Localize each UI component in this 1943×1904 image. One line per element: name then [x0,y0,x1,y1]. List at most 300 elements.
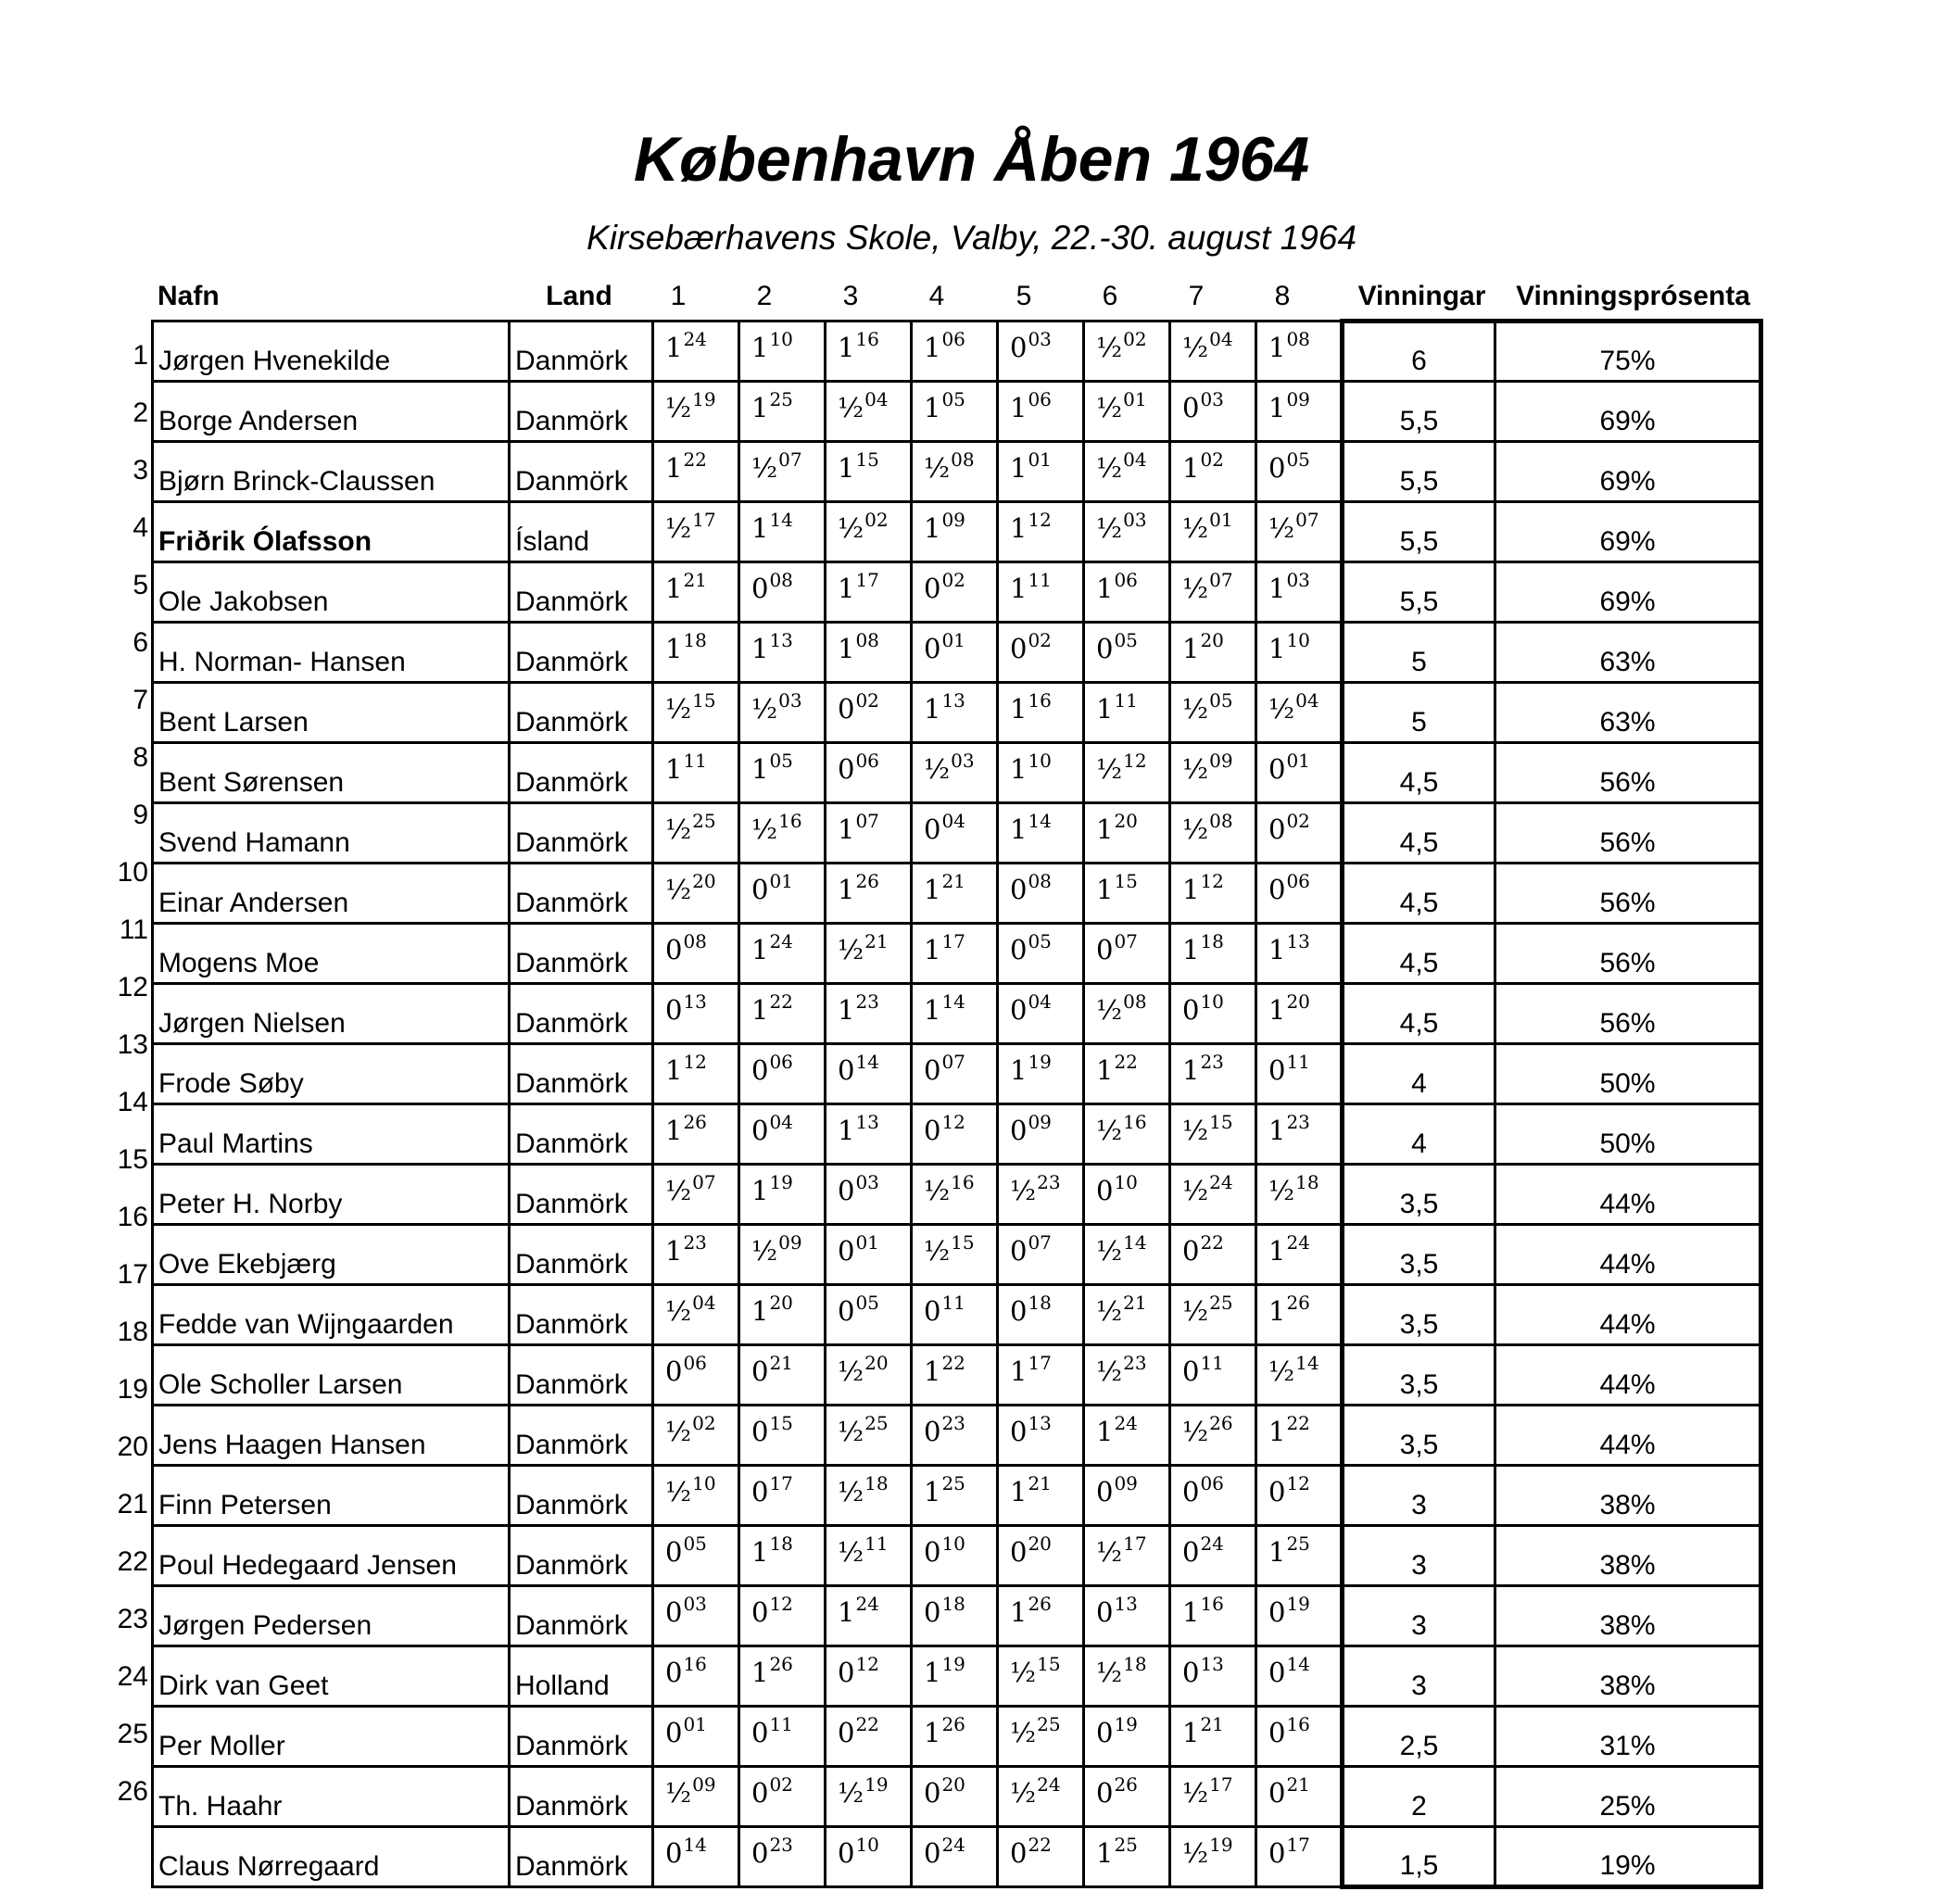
round-result [1256,1466,1343,1526]
round-result [1256,1406,1343,1466]
opponent-number: 26 [683,1111,707,1133]
opponent-number: 25 [1114,1834,1138,1856]
player-rank: 24 [117,1661,148,1692]
round-result [739,803,826,864]
result-score: ½ [1096,994,1123,1026]
round-result [653,1526,739,1586]
result-score: 1 [1010,392,1028,423]
opponent-number: 07 [1028,1231,1052,1254]
result-score: 0 [1268,1476,1286,1507]
player-rank: 10 [117,857,148,888]
round-result [1170,562,1256,623]
header-round-7: 7 [1188,281,1205,311]
result-score: 1 [751,633,769,664]
opponent-number: 01 [1286,750,1310,772]
opponent-number: 19 [1209,1834,1233,1856]
result-score: 0 [1010,332,1028,363]
round-result [1170,1104,1256,1165]
result-score: ½ [1096,1657,1123,1688]
player-wins: 4,5 [1343,743,1495,803]
opponent-number: 08 [1209,810,1233,832]
round-result [653,1466,739,1526]
round-result [653,1586,739,1646]
opponent-number: 10 [941,1532,965,1555]
table-row [153,442,1761,502]
round-result [1256,683,1343,743]
opponent-number: 03 [1200,388,1224,410]
opponent-number: 06 [1114,569,1138,591]
round-result [1084,683,1170,743]
round-result [739,562,826,623]
opponent-number: 18 [1200,930,1224,952]
opponent-number: 11 [683,750,707,772]
opponent-number: 12 [1123,750,1147,772]
table-row [153,562,1761,623]
result-score: 1 [1268,1536,1286,1568]
table-row [153,803,1761,864]
opponent-number: 04 [1123,448,1147,471]
result-score: 1 [751,1657,769,1688]
table-row [153,1406,1761,1466]
round-result [998,1767,1084,1827]
round-result [912,1225,998,1285]
opponent-number: 19 [1286,1593,1310,1615]
result-score: 1 [1182,452,1200,484]
round-result [1084,1345,1170,1406]
opponent-number: 15 [855,448,879,471]
result-score: 0 [1182,1355,1200,1387]
opponent-number: 09 [1209,750,1233,772]
result-score: 1 [751,1175,769,1206]
round-result [1084,803,1170,864]
player-name: Jens Haagen Hansen [153,1406,510,1466]
player-percent: 63% [1495,683,1761,743]
opponent-number: 13 [855,1111,879,1133]
opponent-number: 15 [1037,1653,1061,1675]
opponent-number: 26 [1114,1773,1138,1796]
round-result [826,322,912,382]
result-score: 1 [1268,1235,1286,1267]
player-wins: 5,5 [1343,562,1495,623]
result-score: ½ [1096,1115,1123,1146]
round-result [826,924,912,984]
round-result [1256,502,1343,562]
opponent-number: 20 [769,1292,793,1314]
result-score: ½ [1096,1295,1123,1327]
opponent-number: 07 [855,810,879,832]
result-score: ½ [665,1295,692,1327]
round-result [998,1466,1084,1526]
opponent-number: 06 [683,1352,707,1374]
opponent-number: 17 [769,1472,793,1494]
result-score: 0 [1010,1295,1028,1327]
result-score: ½ [751,693,778,725]
result-score: ½ [924,1235,951,1267]
opponent-number: 05 [683,1532,707,1555]
round-result [826,1165,912,1225]
opponent-number: 25 [1286,1532,1310,1555]
round-result [826,1466,912,1526]
round-result [912,683,998,743]
round-result [1084,1586,1170,1646]
round-result [739,1406,826,1466]
round-result [653,864,739,924]
player-country: Danmörk [510,864,653,924]
result-score: 0 [1268,813,1286,845]
result-score: 1 [838,633,855,664]
round-result [653,1165,739,1225]
round-result [912,984,998,1044]
table-row [153,864,1761,924]
opponent-number: 23 [1200,1051,1224,1073]
round-result [739,382,826,442]
opponent-number: 23 [1286,1111,1310,1133]
result-score: 1 [1268,934,1286,965]
opponent-number: 20 [1114,810,1138,832]
header-name: Nafn [158,281,220,311]
opponent-number: 18 [683,629,707,651]
player-percent: 38% [1495,1646,1761,1707]
round-result [1256,562,1343,623]
round-result [912,1466,998,1526]
player-rank: 25 [117,1719,148,1749]
opponent-number: 12 [1028,509,1052,531]
result-score: 1 [1096,1416,1114,1447]
round-result [998,1345,1084,1406]
player-country: Danmörk [510,562,653,623]
table-row [153,1526,1761,1586]
round-result [826,623,912,683]
result-score: 0 [1010,1115,1028,1146]
result-score: 0 [751,1717,769,1748]
result-score: 0 [838,693,855,725]
round-result [912,1285,998,1345]
player-name: Per Moller [153,1707,510,1767]
opponent-number: 21 [1123,1292,1147,1314]
player-country: Danmörk [510,1044,653,1104]
round-result [998,803,1084,864]
result-score: 0 [1096,1777,1114,1809]
opponent-number: 06 [1286,870,1310,892]
opponent-number: 13 [1286,930,1310,952]
player-name: Frode Søby [153,1044,510,1104]
round-result [1084,442,1170,502]
round-result [1084,502,1170,562]
opponent-number: 02 [864,509,889,531]
opponent-number: 11 [1200,1352,1224,1374]
opponent-number: 24 [1114,1412,1138,1434]
player-name: Jørgen Pedersen [153,1586,510,1646]
opponent-number: 19 [769,1171,793,1193]
opponent-number: 05 [855,1292,879,1314]
header-percent: Vinningsprósenta [1516,281,1750,311]
opponent-number: 08 [1123,990,1147,1013]
table-row [153,683,1761,743]
opponent-number: 24 [855,1593,879,1615]
player-name: Dirk van Geet [153,1646,510,1707]
round-result [1170,1165,1256,1225]
result-score: 1 [1268,633,1286,664]
opponent-number: 22 [769,990,793,1013]
player-percent: 75% [1495,322,1761,382]
round-result [1170,1406,1256,1466]
round-result [1170,1345,1256,1406]
result-score: 1 [665,1235,683,1267]
result-score: ½ [838,512,864,544]
player-name: Fedde van Wijngaarden [153,1285,510,1345]
round-result [998,864,1084,924]
round-result [912,562,998,623]
round-result [998,1586,1084,1646]
round-result [739,1165,826,1225]
opponent-number: 17 [855,569,879,591]
player-percent: 38% [1495,1526,1761,1586]
opponent-number: 08 [855,629,879,651]
player-name: Jørgen Hvenekilde [153,322,510,382]
player-rank: 21 [117,1489,148,1519]
round-result [998,623,1084,683]
opponent-number: 21 [769,1352,793,1374]
round-result [1170,864,1256,924]
result-score: 1 [665,633,683,664]
opponent-number: 11 [1114,689,1138,712]
round-result [1084,1646,1170,1707]
opponent-number: 16 [1286,1713,1310,1735]
result-score: 0 [751,1837,769,1869]
round-result [1170,984,1256,1044]
result-score: 0 [838,1054,855,1086]
result-score: ½ [1268,1355,1295,1387]
opponent-number: 07 [1114,930,1138,952]
round-result [653,1225,739,1285]
round-result [1256,803,1343,864]
round-result [1170,1767,1256,1827]
player-name: Paul Martins [153,1104,510,1165]
opponent-number: 21 [1200,1713,1224,1735]
result-score: 0 [665,1536,683,1568]
round-result [826,1104,912,1165]
result-score: ½ [751,452,778,484]
round-result [998,743,1084,803]
opponent-number: 23 [1037,1171,1061,1193]
result-score: 0 [751,1596,769,1628]
round-result [1170,683,1256,743]
player-rank: 15 [117,1144,148,1175]
result-score: 0 [1182,1476,1200,1507]
opponent-number: 15 [1209,1111,1233,1133]
result-score: 1 [924,1717,941,1748]
opponent-number: 04 [941,810,965,832]
opponent-number: 03 [1286,569,1310,591]
opponent-number: 01 [769,870,793,892]
player-wins: 3 [1343,1586,1495,1646]
player-wins: 3 [1343,1646,1495,1707]
opponent-number: 13 [683,990,707,1013]
result-score: 1 [665,332,683,363]
opponent-number: 14 [1286,1653,1310,1675]
result-score: 1 [838,874,855,905]
player-percent: 44% [1495,1285,1761,1345]
opponent-number: 05 [769,750,793,772]
round-result [998,1104,1084,1165]
header-round-8: 8 [1274,281,1291,311]
result-score: 1 [751,753,769,785]
result-score: 0 [1268,753,1286,785]
player-country: Danmörk [510,1707,653,1767]
player-wins: 2,5 [1343,1707,1495,1767]
round-result [1084,1165,1170,1225]
result-score: ½ [1096,753,1123,785]
result-score: ½ [1182,1175,1209,1206]
round-result [1256,1526,1343,1586]
round-result [1256,1707,1343,1767]
round-result [1256,322,1343,382]
round-result [998,1646,1084,1707]
opponent-number: 09 [941,509,965,531]
player-country: Danmörk [510,1586,653,1646]
player-country: Ísland [510,502,653,562]
round-result [739,442,826,502]
result-score: 1 [665,753,683,785]
opponent-number: 06 [769,1051,793,1073]
result-score: 1 [665,452,683,484]
table-row [153,1466,1761,1526]
page-title: København Åben 1964 [633,124,1310,195]
table-row [153,623,1761,683]
round-result [912,1104,998,1165]
result-score: 1 [1010,693,1028,725]
opponent-number: 02 [769,1773,793,1796]
player-wins: 1,5 [1343,1827,1495,1887]
player-country: Danmörk [510,1406,653,1466]
player-rank: 3 [132,455,148,485]
round-result [653,322,739,382]
result-score: 1 [1268,1115,1286,1146]
opponent-number: 21 [941,870,965,892]
opponent-number: 09 [1286,388,1310,410]
result-score: 1 [1268,1295,1286,1327]
result-score: 1 [838,1596,855,1628]
result-score: ½ [1096,1235,1123,1267]
result-score: 1 [924,1355,941,1387]
opponent-number: 11 [1286,1051,1310,1073]
player-percent: 69% [1495,442,1761,502]
result-score: 1 [1010,1476,1028,1507]
header-round-2: 2 [756,281,773,311]
result-score: ½ [665,1416,692,1447]
player-country: Danmörk [510,623,653,683]
result-score: 1 [924,1476,941,1507]
result-score: 0 [1010,994,1028,1026]
table-row [153,1165,1761,1225]
table-row [153,924,1761,984]
round-result [653,1827,739,1887]
opponent-number: 22 [683,448,707,471]
round-result [912,864,998,924]
opponent-number: 22 [941,1352,965,1374]
player-wins: 5 [1343,623,1495,683]
round-result [998,1225,1084,1285]
opponent-number: 26 [855,870,879,892]
opponent-number: 16 [951,1171,975,1193]
result-score: 0 [1010,1536,1028,1568]
round-result [1084,1225,1170,1285]
player-wins: 3,5 [1343,1406,1495,1466]
round-result [1256,1345,1343,1406]
result-score: 0 [1096,1476,1114,1507]
player-percent: 31% [1495,1707,1761,1767]
result-score: 0 [751,1355,769,1387]
opponent-number: 05 [1209,689,1233,712]
round-result [1256,442,1343,502]
result-score: 0 [1268,874,1286,905]
player-percent: 56% [1495,864,1761,924]
round-result [826,502,912,562]
opponent-number: 22 [1200,1231,1224,1254]
player-rank: 20 [117,1431,148,1462]
round-result [1170,1827,1256,1887]
round-result [1256,743,1343,803]
opponent-number: 13 [1200,1653,1224,1675]
round-result [998,984,1084,1044]
player-percent: 44% [1495,1345,1761,1406]
opponent-number: 20 [1286,990,1310,1013]
player-wins: 4,5 [1343,803,1495,864]
result-score: ½ [1010,1175,1037,1206]
result-score: 0 [924,1536,941,1568]
round-result [912,1827,998,1887]
opponent-number: 14 [769,509,793,531]
round-result [912,322,998,382]
round-result [1084,984,1170,1044]
result-score: 1 [751,512,769,544]
opponent-number: 26 [941,1713,965,1735]
result-score: ½ [838,1355,864,1387]
round-result [739,1466,826,1526]
round-result [912,1044,998,1104]
round-result [653,924,739,984]
opponent-number: 06 [1028,388,1052,410]
result-score: 0 [838,1235,855,1267]
opponent-number: 24 [1209,1171,1233,1193]
opponent-number: 05 [941,388,965,410]
result-score: ½ [1182,573,1209,604]
player-name: Svend Hamann [153,803,510,864]
result-score: ½ [838,1536,864,1568]
opponent-number: 09 [1028,1111,1052,1133]
opponent-number: 06 [1200,1472,1224,1494]
table-row [153,502,1761,562]
result-score: ½ [1182,1416,1209,1447]
round-result [998,1285,1084,1345]
result-score: 1 [924,512,941,544]
player-wins: 3 [1343,1526,1495,1586]
player-rank: 14 [117,1087,148,1117]
result-score: ½ [1182,1295,1209,1327]
round-result [1170,1466,1256,1526]
result-score: ½ [665,1476,692,1507]
result-score: 1 [1268,573,1286,604]
result-score: ½ [1268,693,1295,725]
result-score: ½ [1182,332,1209,363]
round-result [826,1586,912,1646]
opponent-number: 05 [1114,629,1138,651]
result-score: 0 [1010,1235,1028,1267]
opponent-number: 02 [1200,448,1224,471]
result-score: 1 [838,1115,855,1146]
opponent-number: 02 [692,1412,716,1434]
player-name: Friðrik Ólafsson [153,502,510,562]
